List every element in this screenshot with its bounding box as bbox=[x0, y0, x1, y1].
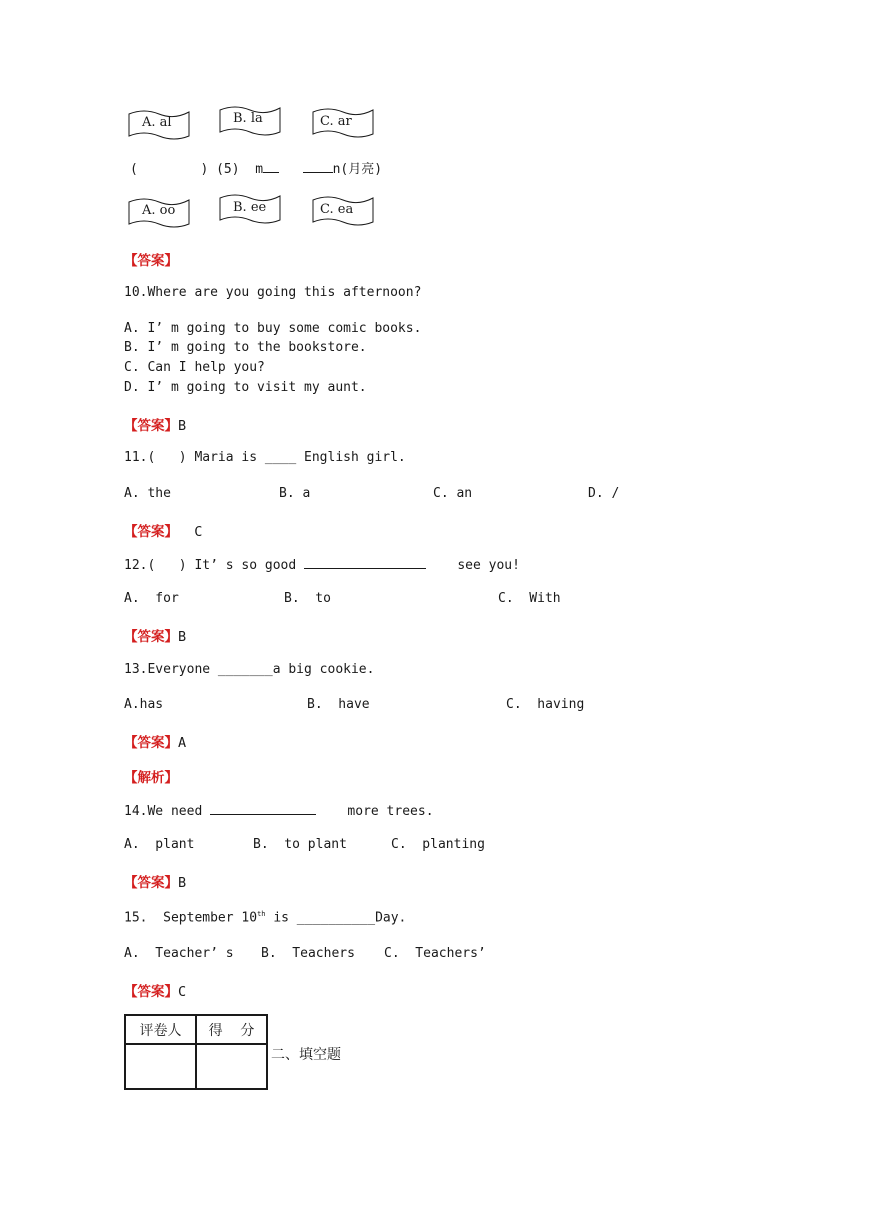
question-suffix: more trees. bbox=[347, 804, 434, 819]
choice-flag-a-oo bbox=[128, 194, 190, 228]
choice-flag-b-la bbox=[219, 104, 281, 138]
score-table bbox=[124, 1014, 268, 1090]
answer-value: A bbox=[178, 735, 187, 751]
question-prefix: 14.We need bbox=[124, 804, 203, 819]
q9-item5 bbox=[130, 158, 382, 177]
answer-label: 【答案】 bbox=[124, 418, 178, 434]
choice-label: B. ee bbox=[233, 200, 267, 215]
q14-option-b: B. to plant bbox=[253, 837, 347, 852]
q15-answer bbox=[124, 980, 186, 1000]
choice-flag-b-ee bbox=[219, 192, 281, 226]
q14-answer bbox=[124, 871, 186, 891]
answer-value: B bbox=[178, 418, 187, 434]
answer-value: B bbox=[178, 875, 187, 891]
answer-label: 【答案】 bbox=[124, 524, 178, 540]
q14-option-a: A. plant bbox=[124, 837, 195, 852]
q10-option-b: B. I’ m going to the bookstore. bbox=[124, 340, 367, 355]
question-suffix: is __________Day. bbox=[265, 910, 407, 926]
q15-question bbox=[124, 910, 406, 925]
q14-option-c: C. planting bbox=[391, 837, 485, 852]
answer-value: B bbox=[178, 629, 187, 645]
answer-value: C bbox=[178, 984, 187, 1000]
q10-answer bbox=[124, 414, 186, 434]
blank-line bbox=[263, 160, 279, 173]
answer-value: C bbox=[178, 524, 203, 540]
analysis-label: 【解析】 bbox=[124, 770, 178, 786]
question-prefix: 12.( ) It’ s so good bbox=[124, 558, 297, 573]
answer-label: 【答案】 bbox=[124, 253, 178, 269]
q11-option-c: C. an bbox=[433, 486, 473, 501]
answer-label: 【答案】 bbox=[124, 735, 178, 751]
choice-flag-c-ea bbox=[312, 194, 374, 228]
blank-line bbox=[210, 802, 316, 815]
choice-label: C. ea bbox=[320, 202, 354, 217]
choice-label: A. oo bbox=[142, 203, 176, 218]
q12-answer bbox=[124, 625, 186, 645]
q13-option-c: C. having bbox=[506, 697, 585, 712]
q11-answer bbox=[124, 520, 202, 540]
answer-paren: ( ) bbox=[130, 162, 209, 177]
question-suffix: see you! bbox=[457, 558, 520, 573]
q15-option-c: C. Teachers’ bbox=[384, 946, 486, 961]
q10-option-c: C. Can I help you? bbox=[124, 360, 265, 375]
word-suffix: n(月亮) bbox=[332, 162, 383, 177]
q11-question: 11.( ) Maria is ____ English girl. bbox=[124, 450, 406, 465]
choice-label: C. ar bbox=[320, 114, 352, 129]
grader-cell[interactable] bbox=[125, 1044, 196, 1089]
q15-option-a: A. Teacher’ s bbox=[124, 946, 234, 961]
choice-label: B. la bbox=[233, 111, 263, 126]
q12-option-b: B. to bbox=[284, 591, 331, 606]
q13-question: 13.Everyone _______a big cookie. bbox=[124, 662, 375, 677]
q11-option-b: B. a bbox=[279, 486, 311, 501]
item-number: (5) bbox=[216, 162, 240, 177]
choice-label: A. al bbox=[142, 115, 172, 130]
blank-line bbox=[304, 556, 426, 569]
superscript: th bbox=[257, 910, 266, 918]
grader-header: 评卷人 bbox=[125, 1015, 196, 1044]
q15-option-b: B. Teachers bbox=[261, 946, 355, 961]
q13-option-a: A.has bbox=[124, 697, 164, 712]
answer-label: 【答案】 bbox=[124, 984, 178, 1000]
section-title: 二、填空题 bbox=[271, 1047, 341, 1063]
choice-flag-a-al bbox=[128, 106, 190, 140]
q12-option-c: C. With bbox=[498, 591, 561, 606]
q11-option-a: A. the bbox=[124, 486, 171, 501]
q10-option-d: D. I’ m going to visit my aunt. bbox=[124, 380, 367, 395]
question-prefix: 15. September 10 bbox=[124, 910, 258, 926]
choice-flag-c-ar bbox=[312, 106, 374, 140]
word-prefix: m bbox=[255, 162, 264, 177]
q12-option-a: A. for bbox=[124, 591, 179, 606]
score-header: 得 分 bbox=[196, 1015, 267, 1044]
q13-answer bbox=[124, 731, 186, 751]
q10-option-a: A. I’ m going to buy some comic books. bbox=[124, 321, 422, 336]
q10-question: 10.Where are you going this afternoon? bbox=[124, 285, 422, 300]
q14-question bbox=[124, 802, 434, 819]
q11-option-d: D. / bbox=[588, 486, 620, 501]
answer-label: 【答案】 bbox=[124, 875, 178, 891]
q12-question bbox=[124, 556, 520, 573]
blank-line bbox=[303, 160, 333, 173]
score-cell[interactable] bbox=[196, 1044, 267, 1089]
answer-label: 【答案】 bbox=[124, 629, 178, 645]
q13-option-b: B. have bbox=[307, 697, 370, 712]
